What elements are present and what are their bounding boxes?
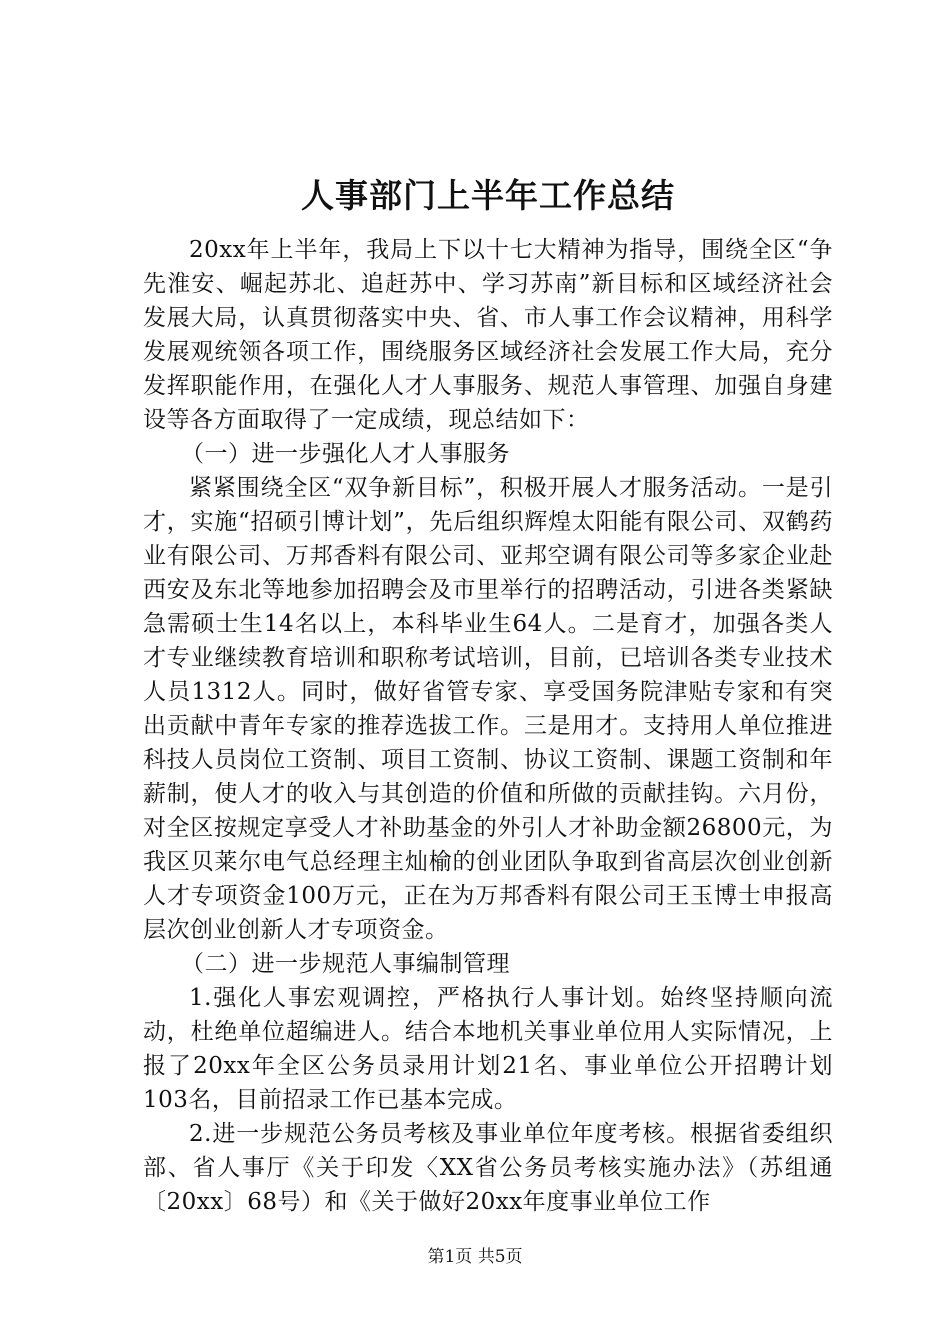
document-page <box>143 175 833 1219</box>
section-heading-1: （一）进一步强化人才人事服务 <box>181 441 510 467</box>
document-title: 人事部门上半年工作总结 <box>301 176 675 215</box>
intro-paragraph: 20xx年上半年，我局上下以十七大精神为指导，围绕全区“争先淮安、崛起苏北、追赶苏中、学习苏南”新目标和区域经济社会发展大局，认真贯彻落实中央、省、市人事工作会议精神，用科学发展观统领各项工作，围绕服务区域经济社会发展工作大局，充分发挥职能作用，在强化人才人事服务、规范人事管理、加强自身建设等各方面取得了一定成绩，现总结如下： <box>143 237 833 433</box>
talent-service-paragraph: 紧紧围绕全区“双争新目标”，积极开展人才服务活动。一是引才，实施“招硕引博计划”，先后组织辉煌太阳能有限公司、双鹤药业有限公司、万邦香料有限公司、亚邦空调有限公司等多家企业赴西安及东北等地参加招聘会及市里举行的招聘活动，引进各类紧缺急需硕士生14名以上，本科毕业生64人。二是育才，加强各类人才专业继续教育培训和职称考试培训，目前，已培训各类专业技术人员1312人。同时，做好省管专家、享受国务院津贴专家和有突出贡献中青年专家的推荐选拔工作。三是用才。支持用人单位推进科技人员岗位工资制、项目工资制、协议工资制、课题工资制和年薪制，使人才的收入与其创造的价值和所做的贡献挂钩。六月份，对全区按规定享受人才补助基金的外引人才补助金额26800元，为我区贝莱尔电气总经理主灿榆的创业团队争取到省高层次创业创新人才专项资金100万元，正在为万邦香料有限公司王玉博士申报高层次创业创新人才专项资金。 <box>143 475 833 943</box>
personnel-plan-paragraph: 1.强化人事宏观调控，严格执行人事计划。始终坚持顺向流动，杜绝单位超编进人。结合本地机关事业单位用人实际情况，上报了20xx年全区公务员录用计划21名、事业单位公开招聘计划103名，目前招录工作已基本完成。 <box>143 985 833 1113</box>
assessment-paragraph: 2.进一步规范公务员考核及事业单位年度考核。根据省委组织部、省人事厅《关于印发〈XX省公务员考核实施办法》（苏组通〔20xx〕68号）和《关于做好20xx年度事业单位工作 <box>143 1121 833 1215</box>
section-heading-2: （二）进一步规范人事编制管理 <box>181 951 510 977</box>
page-footer: 第1页 共5页 <box>427 1247 523 1267</box>
